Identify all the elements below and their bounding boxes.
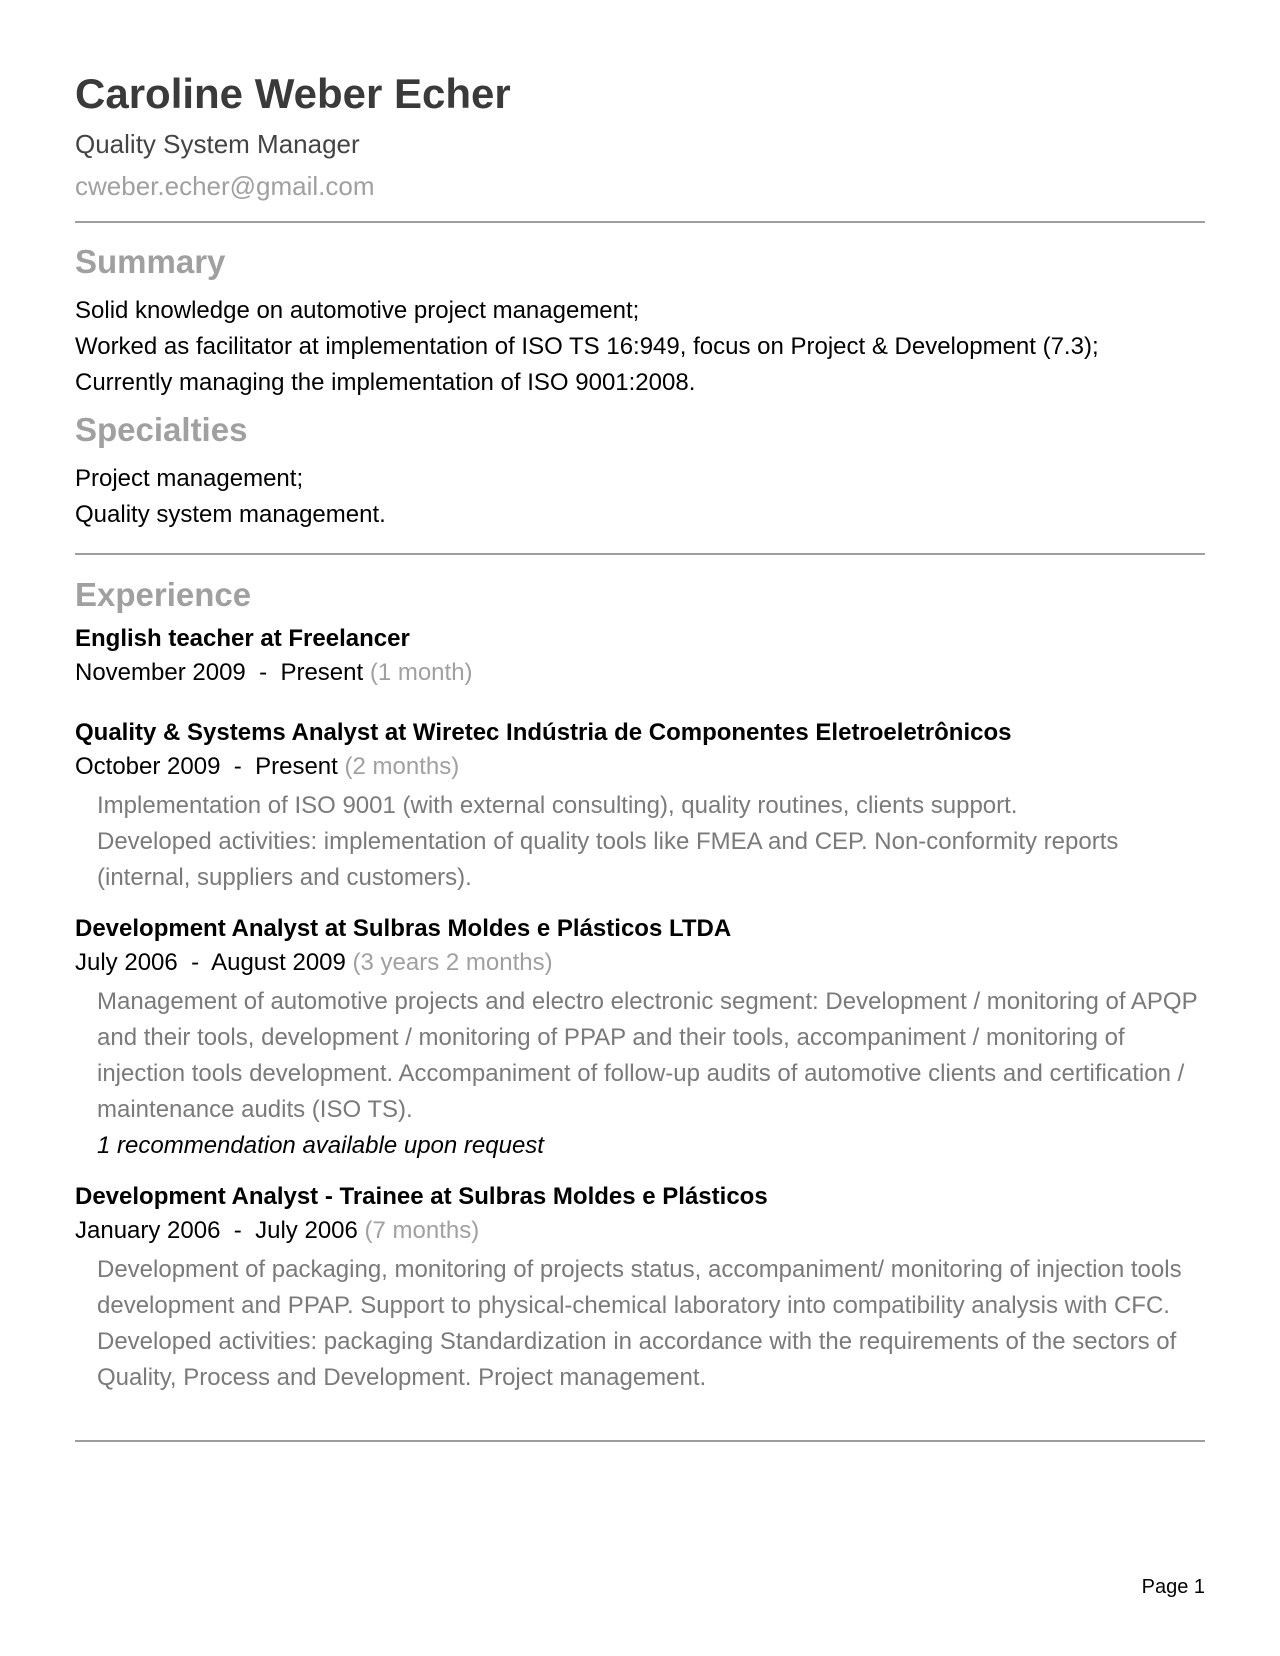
job-description: [75, 984, 1205, 1164]
job-duration: (1 month): [369, 659, 473, 686]
recommendation-note: 1 recommendation available upon request: [97, 1132, 544, 1159]
job-title: Development Analyst at Sulbras Moldes e Plásticos LTDA: [75, 915, 732, 942]
job-entry: [75, 622, 1205, 690]
job-title: Quality & Systems Analyst at Wiretec Indústria de Componentes Eletroeletrônicos: [75, 719, 1012, 746]
job-entry: [75, 716, 1205, 896]
job-title: English teacher at Freelancer: [75, 625, 410, 652]
job-dates: [75, 656, 1205, 690]
job-end: August 2009: [211, 949, 346, 976]
summary-line: Worked as facilitator at implementation of ISO TS 16:949, focus on Project & Development (7.3);: [75, 333, 1099, 360]
job-title: Development Analyst - Trainee at Sulbras Moldes e Plásticos: [75, 1183, 768, 1210]
divider: [75, 221, 1205, 223]
section-title-specialties: Specialties: [75, 411, 248, 448]
job-end: Present: [280, 659, 364, 686]
job-entry: [75, 1180, 1205, 1396]
headline: Quality System Manager: [75, 129, 360, 159]
resume-page: [75, 68, 1205, 1442]
date-separator: -: [220, 1217, 256, 1244]
specialty-line: Quality system management.: [75, 501, 386, 528]
page-number: Page 1: [1141, 1576, 1205, 1598]
experience-section: [75, 574, 1205, 1396]
job-start: October 2009: [75, 753, 221, 780]
job-duration: (3 years 2 months): [352, 949, 553, 976]
job-paragraph: Developed activities: packaging Standardization in accordance with the requirements of the sectors of Quality, Process and Development. Project management.: [97, 1328, 1177, 1391]
job-end: July 2006: [255, 1217, 358, 1244]
divider: [75, 553, 1205, 555]
specialties-section: [75, 409, 1205, 533]
job-paragraph: Management of automotive projects and electro electronic segment: Development / monitoring of APQP and their tools, development / monitoring of PPAP and their tools, accompaniment / monitoring of injection tools development. Accompaniment of follow-up audits of automotive clients and certification / maintenance audits (ISO TS).: [97, 988, 1198, 1123]
summary-line: Solid knowledge on automotive project management;: [75, 297, 640, 324]
job-duration: (2 months): [344, 753, 460, 780]
job-paragraph: Implementation of ISO 9001 (with external consulting), quality routines, clients support.: [97, 792, 1018, 819]
job-dates: [75, 750, 1205, 784]
profile-header: [75, 68, 1205, 204]
specialty-line: Project management;: [75, 465, 304, 492]
job-dates: [75, 946, 1205, 980]
summary-section: [75, 241, 1205, 401]
email: cweber.echer@gmail.com: [75, 171, 375, 201]
section-title-summary: Summary: [75, 243, 226, 280]
job-duration: (7 months): [364, 1217, 480, 1244]
job-start: January 2006: [75, 1217, 221, 1244]
summary-line: Currently managing the implementation of ISO 9001:2008.: [75, 369, 696, 396]
job-start: November 2009: [75, 659, 246, 686]
job-description: [75, 1252, 1205, 1396]
job-end: Present: [255, 753, 338, 780]
section-title-experience: Experience: [75, 576, 252, 613]
job-paragraph: Development of packaging, monitoring of projects status, accompaniment/ monitoring of injection tools development and PPAP. Support to physical-chemical laboratory into compatibility analysis with CFC.: [97, 1256, 1182, 1319]
job-description: [75, 788, 1205, 896]
divider: [75, 1440, 1205, 1442]
job-entry: [75, 912, 1205, 1164]
date-separator: -: [220, 753, 256, 780]
job-dates: [75, 1214, 1205, 1248]
date-separator: -: [245, 659, 281, 686]
date-separator: -: [177, 949, 212, 976]
job-start: July 2006: [75, 949, 178, 976]
job-paragraph: Developed activities: implementation of quality tools like FMEA and CEP. Non-conformity reports (internal, suppliers and customers).: [97, 828, 1119, 891]
person-name: Caroline Weber Echer: [75, 70, 511, 117]
